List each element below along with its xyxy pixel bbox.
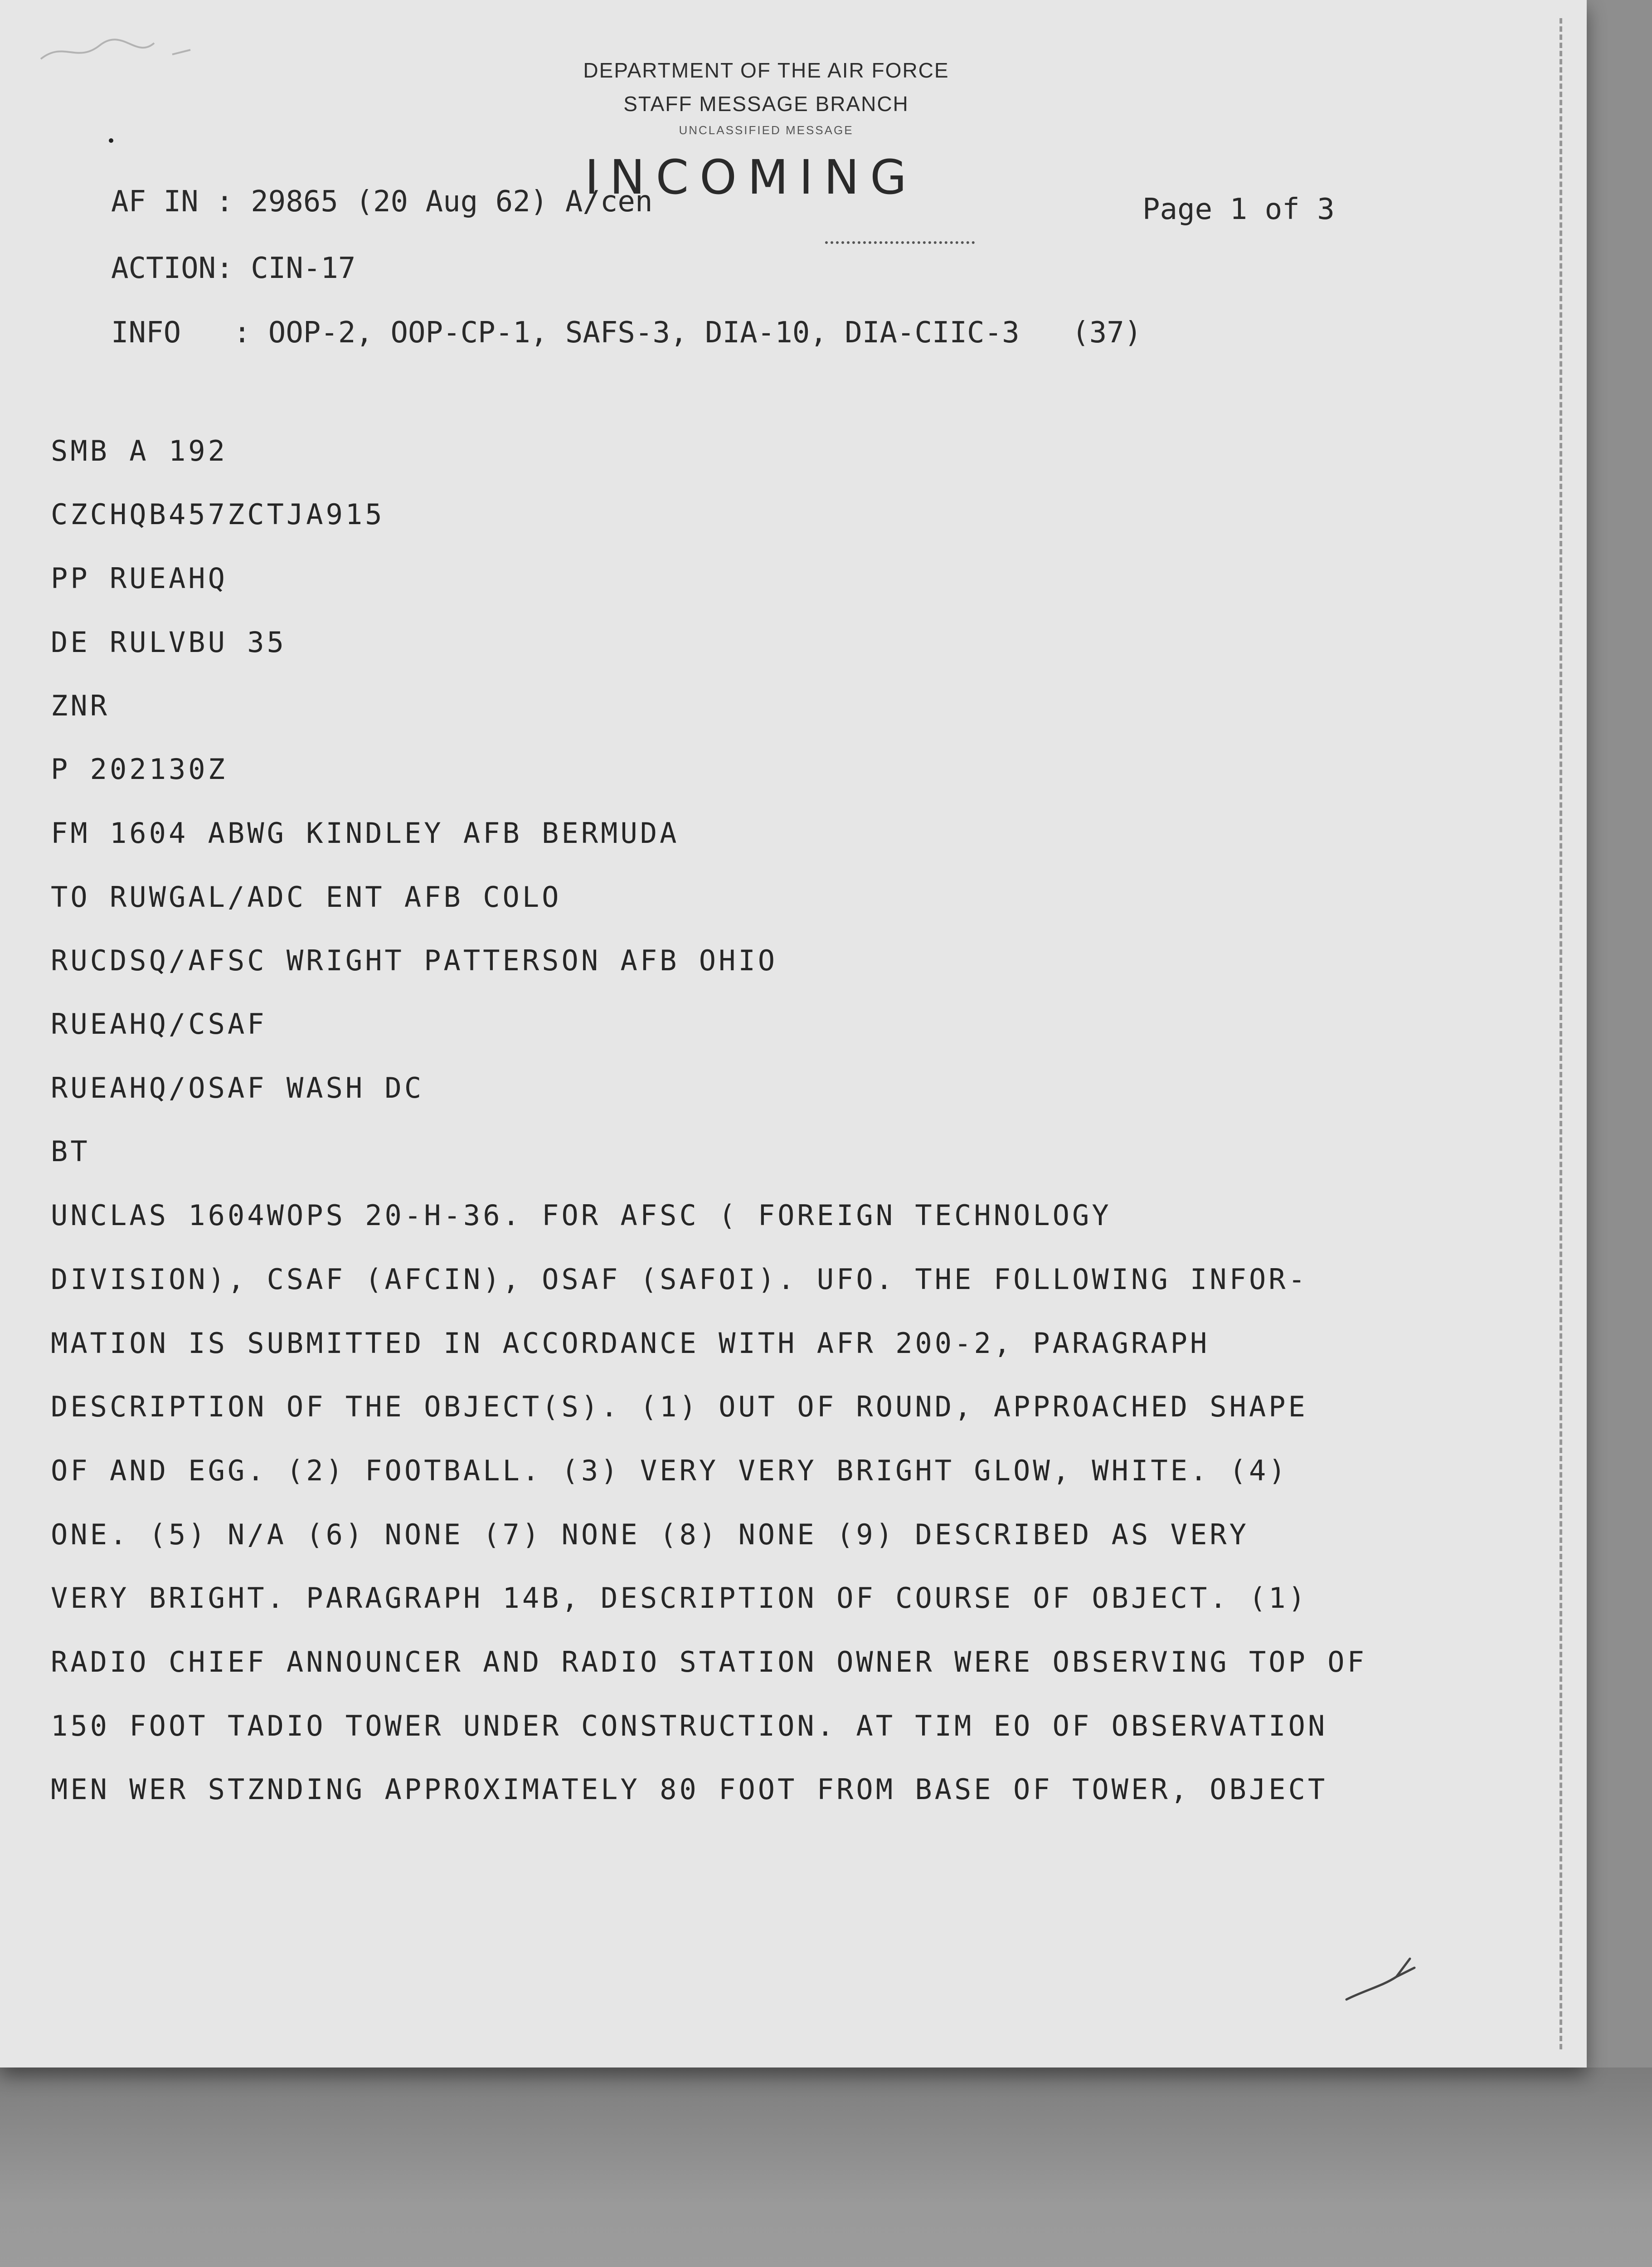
message-line: CZCHQB457ZCTJA915	[51, 498, 385, 531]
message-line: VERY BRIGHT. PARAGRAPH 14B, DESCRIPTION OF COURSE OF OBJECT. (1)	[51, 1581, 1308, 1615]
message-line: PP RUEAHQ	[51, 562, 228, 595]
branch-heading: STAFF MESSAGE BRANCH	[623, 92, 909, 116]
message-line: ONE. (5) N/A (6) NONE (7) NONE (8) NONE (9) DESCRIBED AS VERY	[51, 1518, 1249, 1551]
message-line: OF AND EGG. (2) FOOTBALL. (3) VERY VERY BRIGHT GLOW, WHITE. (4)	[51, 1454, 1288, 1487]
classification-heading: UNCLASSIFIED MESSAGE	[679, 123, 854, 137]
message-line: TO RUWGAL/ADC ENT AFB COLO	[51, 881, 562, 914]
message-line: 150 FOOT TADIO TOWER UNDER CONSTRUCTION. AT TIM EO OF OBSERVATION	[51, 1709, 1328, 1742]
background-surface	[0, 2068, 1652, 2267]
message-line: P 202130Z	[51, 753, 228, 786]
message-line: DE RULVBU 35	[51, 626, 287, 659]
info-distribution: INFO : OOP-2, OOP-CP-1, SAFS-3, DIA-10, DIA-CIIC-3 (37)	[111, 316, 1142, 350]
message-line: RUEAHQ/OSAF WASH DC	[51, 1071, 424, 1104]
department-heading: DEPARTMENT OF THE AIR FORCE	[583, 58, 949, 82]
message-line: SMB A 192	[51, 434, 228, 467]
page-number: Page 1 of 3	[1142, 193, 1335, 226]
incoming-stamp: INCOMING	[585, 150, 918, 205]
message-line: MATION IS SUBMITTED IN ACCORDANCE WITH AFR 200-2, PARAGRAPH	[51, 1327, 1210, 1360]
message-line: BT	[51, 1135, 90, 1168]
message-line: DESCRIPTION OF THE OBJECT(S). (1) OUT OF ROUND, APPROACHED SHAPE	[51, 1390, 1308, 1423]
message-line: ZNR	[51, 689, 110, 722]
stamp-underline	[825, 241, 975, 247]
action-line: ACTION: CIN-17	[111, 252, 356, 285]
message-line: FM 1604 ABWG KINDLEY AFB BERMUDA	[51, 817, 680, 850]
message-line: DIVISION), CSAF (AFCIN), OSAF (SAFOI). UFO. THE FOLLOWING INFOR-	[51, 1263, 1308, 1296]
ink-dot	[109, 138, 113, 143]
check-mark-icon	[1342, 1931, 1424, 2009]
af-in-number: AF IN : 29865 (20 Aug 62) A/cen	[111, 185, 653, 219]
message-line: RUEAHQ/CSAF	[51, 1007, 267, 1041]
message-line: MEN WER STZNDING APPROXIMATELY 80 FOOT FROM BASE OF TOWER, OBJECT	[51, 1773, 1328, 1806]
message-line: UNCLAS 1604WOPS 20-H-36. FOR AFSC ( FOREIGN TECHNOLOGY	[51, 1199, 1112, 1232]
message-line: RUCDSQ/AFSC WRIGHT PATTERSON AFB OHIO	[51, 944, 778, 977]
message-line: RADIO CHIEF ANNOUNCER AND RADIO STATION OWNER WERE OBSERVING TOP OF	[51, 1645, 1367, 1678]
page-perforation	[1560, 18, 1565, 2049]
